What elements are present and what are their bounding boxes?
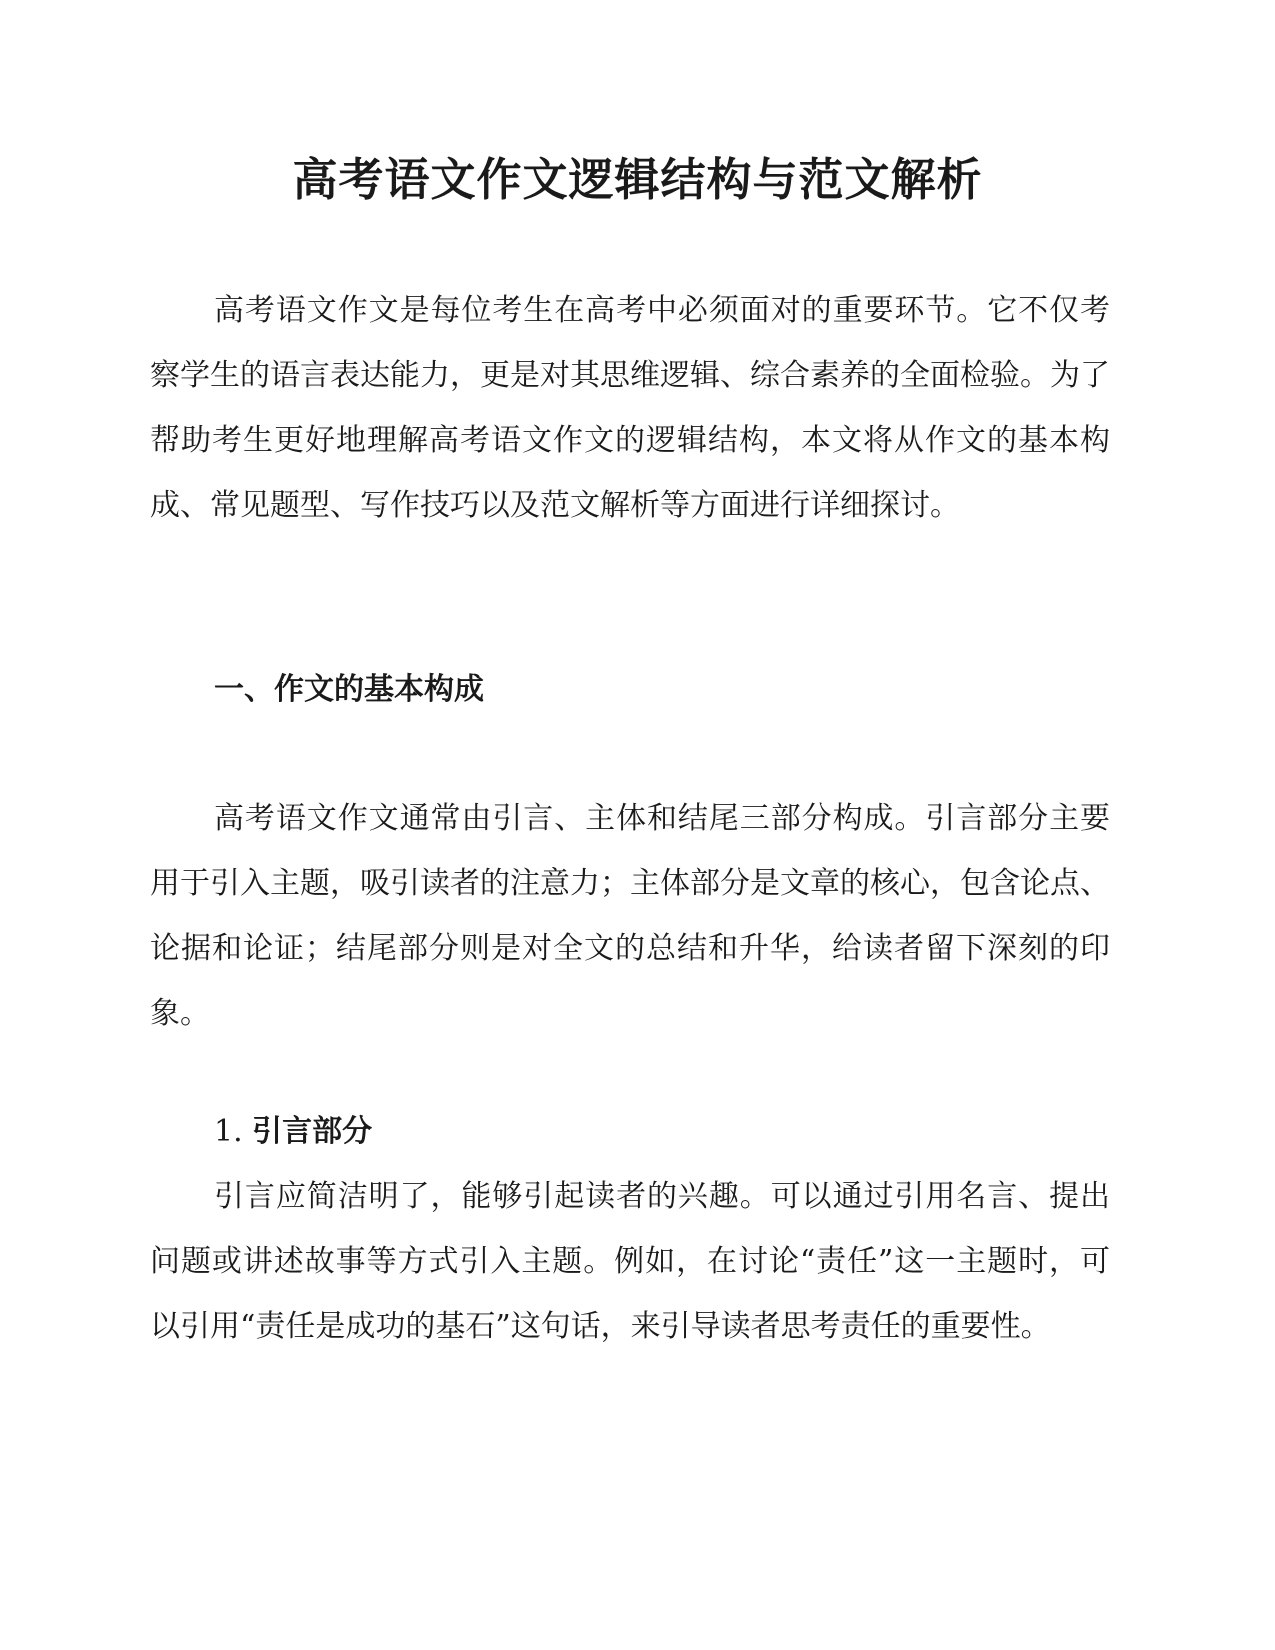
subsection-1-paragraph: 引言应简洁明了，能够引起读者的兴趣。可以通过引用名言、提出问题或讲述故事等方式引入主题。例如，在讨论“责任”这一主题时，可以引用“责任是成功的基石”这句话，来引导读者思考责任的重要性。 (150, 1179, 1110, 1344)
document-title: 高考语文作文逻辑结构与范文解析 (292, 153, 983, 206)
subsection-heading-text: 引言部分 (252, 1114, 373, 1149)
intro-paragraph: 高考语文作文是每位考生在高考中必须面对的重要环节。它不仅考察学生的语言表达能力，更是对其思维逻辑、综合素养的全面检验。为了帮助考生更好地理解高考语文作文的逻辑结构，本文将从作文的基本构成、常见题型、写作技巧以及范文解析等方面进行详细探讨。 (150, 293, 1110, 523)
subsection-number: 1. (214, 1114, 253, 1149)
subsection-heading-introduction (214, 1112, 1114, 1152)
section-heading-basic-structure: 一、作文的基本构成 (214, 672, 484, 707)
section-1-paragraph: 高考语文作文通常由引言、主体和结尾三部分构成。引言部分主要用于引入主题，吸引读者的注意力；主体部分是文章的核心，包含论点、论据和论证；结尾部分则是对全文的总结和升华，给读者留下深刻的印象。 (150, 801, 1110, 1031)
